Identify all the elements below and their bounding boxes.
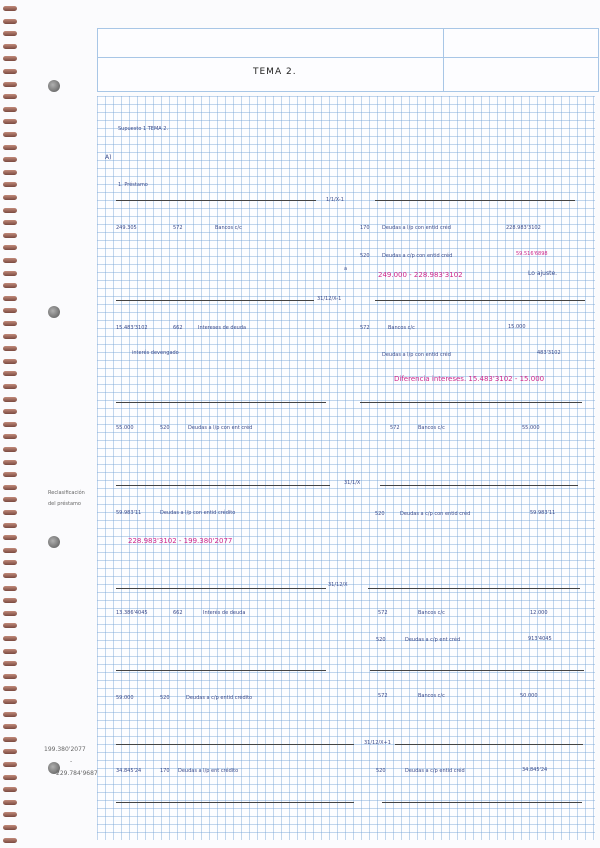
spiral-ring bbox=[3, 472, 17, 477]
margin-pink-note: - bbox=[70, 758, 73, 765]
subject-heading: Supuesto 1 TEMA 2. bbox=[118, 126, 169, 132]
credit-account: Bancos c/c bbox=[418, 610, 445, 616]
credit-code: 520 bbox=[375, 511, 385, 517]
credit-account: Deudas a c/p ent créd bbox=[405, 637, 461, 643]
credit-amount: 55.000 bbox=[522, 425, 540, 431]
spiral-binding bbox=[0, 0, 22, 848]
debit-code: 520 bbox=[160, 695, 170, 701]
spiral-ring bbox=[3, 636, 17, 641]
credit-code: 520 bbox=[376, 637, 386, 643]
section-label: A) bbox=[105, 154, 112, 161]
entry-separator bbox=[380, 485, 578, 486]
spiral-ring bbox=[3, 787, 17, 792]
spiral-ring bbox=[3, 334, 17, 339]
entry-date: 31/12/X-1 bbox=[317, 296, 342, 302]
pink-note: 228.983'3102 - 199.380'2077 bbox=[128, 537, 233, 545]
spiral-ring bbox=[3, 132, 17, 137]
spiral-ring bbox=[3, 623, 17, 628]
credit-code: 572 bbox=[378, 610, 388, 616]
entry-separator bbox=[116, 588, 326, 589]
spiral-ring bbox=[3, 208, 17, 213]
entry-separator bbox=[370, 670, 584, 671]
debit-code: 572 bbox=[173, 225, 183, 231]
spiral-ring bbox=[3, 56, 17, 61]
credit-account: Bancos c/c bbox=[418, 425, 445, 431]
debit-code: 520 bbox=[160, 425, 170, 431]
credit-amount: 15.000 bbox=[508, 324, 526, 330]
spiral-ring bbox=[3, 195, 17, 200]
credit-amount: 34.845'24 bbox=[522, 767, 548, 773]
credit-account: Deudas a c/p con entid créd bbox=[382, 253, 453, 259]
debit-code: 662 bbox=[173, 325, 183, 331]
sub-note: interés devengado bbox=[132, 350, 179, 356]
spiral-ring bbox=[3, 523, 17, 528]
spiral-ring bbox=[3, 573, 17, 578]
margin-pink-note: 229.784'9687 bbox=[56, 770, 98, 777]
entry-date: 31/1/X bbox=[344, 480, 361, 486]
annotation: Lo ajuste. bbox=[528, 270, 558, 277]
spiral-ring bbox=[3, 69, 17, 74]
credit-code: 572 bbox=[390, 425, 400, 431]
spiral-ring bbox=[3, 649, 17, 654]
credit-label: a bbox=[344, 266, 348, 272]
spiral-ring bbox=[3, 699, 17, 704]
punch-hole bbox=[48, 306, 60, 318]
debit-account: Intereses de deuda bbox=[198, 325, 247, 331]
credit-account: Deudas a c/p entid créd bbox=[405, 768, 465, 774]
spiral-ring bbox=[3, 434, 17, 439]
debit-amount: 249.305 bbox=[116, 225, 137, 231]
spiral-ring bbox=[3, 497, 17, 502]
subsection-label: 1. Préstamo bbox=[118, 182, 148, 188]
credit-code: 520 bbox=[376, 768, 386, 774]
credit-account: Bancos c/c bbox=[388, 325, 415, 331]
debit-amount: 15.483'3102 bbox=[116, 325, 148, 331]
entry-date: 31/12/X+1 bbox=[364, 740, 391, 746]
spiral-ring bbox=[3, 384, 17, 389]
debit-account: Deudas a c/p entid crédito bbox=[186, 695, 253, 701]
spiral-ring bbox=[3, 724, 17, 729]
spiral-ring bbox=[3, 157, 17, 162]
spiral-ring bbox=[3, 535, 17, 540]
debit-amount: 55.000 bbox=[116, 425, 134, 431]
entry-separator bbox=[375, 300, 585, 301]
pink-note: Diferencia intereses. 15.483'3102 - 15.000 bbox=[394, 375, 545, 383]
entry-separator bbox=[116, 744, 354, 745]
credit-amount: 50.000 bbox=[520, 693, 538, 699]
spiral-ring bbox=[3, 308, 17, 313]
spiral-ring bbox=[3, 674, 17, 679]
spiral-ring bbox=[3, 460, 17, 465]
debit-account: Interés de deuda bbox=[203, 610, 246, 616]
margin-note: del préstamo bbox=[48, 501, 81, 507]
debit-amount: 13.386'4045 bbox=[116, 610, 148, 616]
spiral-ring bbox=[3, 182, 17, 187]
debit-account: Deudas a l/p ent crédito bbox=[178, 768, 239, 774]
credit-amount: 59.516'6898 bbox=[516, 251, 548, 257]
debit-amount: 34.845'24 bbox=[116, 768, 142, 774]
credit-amount: 228.983'3102 bbox=[506, 225, 541, 231]
spiral-ring bbox=[3, 371, 17, 376]
debit-code: 170 bbox=[160, 768, 170, 774]
spiral-ring bbox=[3, 409, 17, 414]
page-title: TEMA 2. bbox=[253, 67, 297, 77]
punch-hole bbox=[48, 536, 60, 548]
margin-pink-note: 199.380'2077 bbox=[44, 746, 86, 753]
spiral-ring bbox=[3, 510, 17, 515]
spiral-ring bbox=[3, 145, 17, 150]
spiral-ring bbox=[3, 296, 17, 301]
spiral-ring bbox=[3, 321, 17, 326]
credit-amount: 483'3102 bbox=[537, 350, 561, 356]
grid-paper bbox=[97, 96, 595, 840]
entry-date: 1/1/X-1 bbox=[326, 197, 344, 203]
spiral-ring bbox=[3, 31, 17, 36]
entry-separator bbox=[116, 802, 354, 803]
spiral-ring bbox=[3, 220, 17, 225]
credit-amount: 913'4045 bbox=[528, 636, 552, 642]
debit-account: Deudas a l/p con entid crédito bbox=[160, 510, 236, 516]
credit-account: Bancos c/c bbox=[418, 693, 445, 699]
debit-amount: 59.000 bbox=[116, 695, 134, 701]
spiral-ring bbox=[3, 271, 17, 276]
spiral-ring bbox=[3, 422, 17, 427]
spiral-ring bbox=[3, 812, 17, 817]
spiral-ring bbox=[3, 775, 17, 780]
spiral-ring bbox=[3, 44, 17, 49]
entry-separator bbox=[116, 300, 314, 301]
spiral-ring bbox=[3, 712, 17, 717]
spiral-ring bbox=[3, 170, 17, 175]
pink-note: 249.000 - 228.983'3102 bbox=[378, 271, 463, 279]
credit-amount: 59.983'11 bbox=[530, 510, 556, 516]
spiral-ring bbox=[3, 82, 17, 87]
spiral-ring bbox=[3, 94, 17, 99]
spiral-ring bbox=[3, 661, 17, 666]
spiral-ring bbox=[3, 800, 17, 805]
entry-separator bbox=[116, 200, 316, 201]
debit-amount: 59.983'11 bbox=[116, 510, 142, 516]
credit-code: 572 bbox=[360, 325, 370, 331]
debit-code: 662 bbox=[173, 610, 183, 616]
spiral-ring bbox=[3, 6, 17, 11]
entry-separator bbox=[116, 670, 326, 671]
spiral-ring bbox=[3, 762, 17, 767]
entry-separator bbox=[382, 802, 582, 803]
entry-separator bbox=[395, 744, 583, 745]
spiral-ring bbox=[3, 548, 17, 553]
debit-account: Deudas a l/p con ent créd bbox=[188, 425, 253, 431]
entry-separator bbox=[375, 200, 575, 201]
spiral-ring bbox=[3, 359, 17, 364]
spiral-ring bbox=[3, 107, 17, 112]
spiral-ring bbox=[3, 397, 17, 402]
spiral-ring bbox=[3, 346, 17, 351]
margin-note: Reclasificación bbox=[48, 490, 85, 496]
entry-separator bbox=[116, 485, 330, 486]
header-box bbox=[97, 28, 599, 92]
punch-hole bbox=[48, 80, 60, 92]
entry-separator bbox=[368, 588, 580, 589]
spiral-ring bbox=[3, 119, 17, 124]
debit-account: Bancos c/c bbox=[215, 225, 242, 231]
spiral-ring bbox=[3, 838, 17, 843]
spiral-ring bbox=[3, 245, 17, 250]
credit-account: Deudas a l/p con entid créd bbox=[382, 352, 451, 358]
spiral-ring bbox=[3, 560, 17, 565]
spiral-ring bbox=[3, 485, 17, 490]
credit-code: 572 bbox=[378, 693, 388, 699]
credit-account: Deudas a c/p con entid créd bbox=[400, 511, 471, 517]
spiral-ring bbox=[3, 686, 17, 691]
spiral-ring bbox=[3, 611, 17, 616]
spiral-ring bbox=[3, 598, 17, 603]
spiral-ring bbox=[3, 283, 17, 288]
credit-account: Deudas a l/p con entid créd bbox=[382, 225, 451, 231]
entry-separator bbox=[360, 402, 582, 403]
credit-code: 170 bbox=[360, 225, 370, 231]
spiral-ring bbox=[3, 19, 17, 24]
spiral-ring bbox=[3, 233, 17, 238]
entry-date: 31/12/X bbox=[328, 582, 348, 588]
spiral-ring bbox=[3, 825, 17, 830]
spiral-ring bbox=[3, 586, 17, 591]
entry-separator bbox=[116, 402, 326, 403]
spiral-ring bbox=[3, 749, 17, 754]
spiral-ring bbox=[3, 447, 17, 452]
spiral-ring bbox=[3, 258, 17, 263]
credit-amount: 12.000 bbox=[530, 610, 548, 616]
credit-code: 520 bbox=[360, 253, 370, 259]
spiral-ring bbox=[3, 737, 17, 742]
